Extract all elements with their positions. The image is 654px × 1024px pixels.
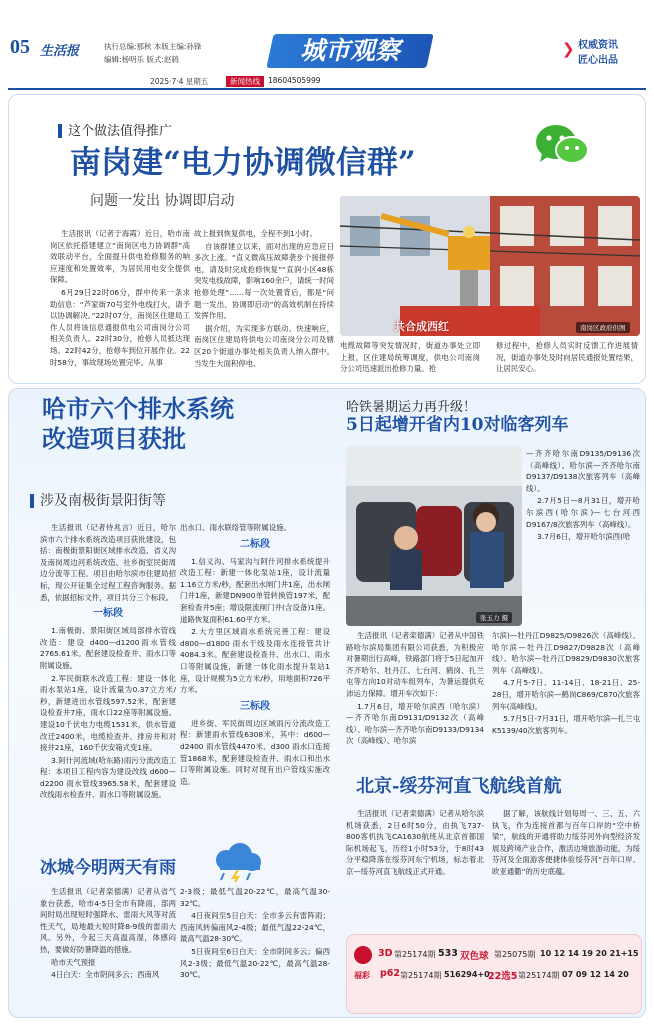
article2-title-line-1: 哈市六个排水系统 xyxy=(42,394,234,423)
article1-column-2 xyxy=(194,228,334,378)
article4-column-2 xyxy=(492,808,640,926)
x22-numbers: 07 09 12 14 20 xyxy=(562,970,629,979)
paragraph: 生活报讯（记者栾德满）记者从省气象台获悉，哈市4-5日全市有降雨，部两间时局出现短时强降水、雷雨大风等对流性天气，局地最大短时降8-9级的雷雨大风。另外，今起三天高温高湿，体感闷热，要做好防暑降温的措施。 xyxy=(40,887,176,954)
kicker-bar xyxy=(58,124,62,138)
article2-title-line-2: 改造项目获批 xyxy=(42,424,186,453)
credits-line-1: 执行总编:那秋 本版主编:孙锋 xyxy=(104,42,202,51)
fc3d-numbers: 533 xyxy=(438,948,458,959)
paragraph: 2-3级；最低气温20-22℃，最高气温30-32℃。 xyxy=(180,887,330,908)
article3-column-right-bottom xyxy=(492,630,640,766)
paragraph: 出水口、雨水联络管等附属设施。 xyxy=(180,523,291,532)
paragraph: 1.信义沟、马家沟与阿什河排水系统提升改造工程：新建一体化泵站1座，设计流量1.16立方米/秒，配套出水闸门井1座，出水闸门井1座，新建DN900单管转换管197米，配套检查井5座；增设限流闸门井(含设备)1座。道路恢复面积61.60平方米。 xyxy=(180,556,330,624)
article1-photo-caption: 南岗区政府供图 xyxy=(576,322,630,333)
paragraph: 5日夜间至6日白天：全市阴间多云；偏西风2-3级；最低气温20-22℃，最高气温28-30℃。 xyxy=(180,946,330,980)
p62-numbers: 516294+0 xyxy=(444,970,490,979)
p62-issue: 第25174期 xyxy=(400,971,442,980)
lot1-title: 一标段 xyxy=(93,608,123,620)
article2-subtitle: 涉及南极街景阳街等 xyxy=(40,493,166,509)
x22-label: 22选5 xyxy=(488,971,518,982)
fc3d-issue: 第25174期 xyxy=(394,950,436,959)
rain-cloud-icon xyxy=(206,842,268,882)
fc3d-label: 3D xyxy=(378,948,393,959)
lottery-logo-icon xyxy=(354,946,372,964)
article1-photo xyxy=(340,196,640,336)
lot2-title: 二标段 xyxy=(240,538,270,550)
x22-issue: 第25174期 xyxy=(518,971,560,980)
paragraph: 1.7月6日，增开哈尔滨西（哈尔滨）—齐齐哈尔南D9131/D9132次（高峰线）、哈尔滨—齐齐哈尔南D9133/D9134次（高峰线）、哈尔滨 xyxy=(346,701,484,746)
paper-name: 生活报 xyxy=(40,44,80,59)
paragraph: —齐齐哈尔南D9135/D9136次（高峰线）、哈尔滨—齐齐哈尔南D9137/D9138次旅客列车（高峰线）。 xyxy=(526,449,640,493)
slogan-line-2: 匠心出品 xyxy=(578,55,618,66)
paragraph: 故上报到恢复供电，全程不到1小时。 xyxy=(194,229,317,238)
article4-title: 北京-绥芬河直飞航线首航 xyxy=(356,776,562,797)
slogan-line-1: 权威资讯 xyxy=(578,40,618,51)
article3-photo-caption: 张玉力 摄 xyxy=(476,612,512,623)
paragraph: 哈市天气预报 xyxy=(51,957,96,967)
paragraph: 生活报讯（记者栾德满）记者从中国铁路哈尔滨局集团有限公司获悉，为积极应对暑期出行高峰，铁路部门将于5日起加开齐齐哈尔、牡丹江、七台河、鹤岗、扎兰屯等方向10对动车组列车，为暑运提供充沛运力保障。增开车次如下： xyxy=(346,631,484,698)
header-rule xyxy=(8,88,646,90)
paragraph: 电缆故障等突发情况时，街道办事处立即上报，区住建局统筹调度，供电公司南岗分公司迅速派出抢修力量。抢 xyxy=(340,341,480,374)
hotline-label: 新闻热线 xyxy=(226,76,264,87)
paragraph: 据了解，该航线计划每周一、三、五、六执飞，作为连接首都与百年口岸的“空中桥梁”，航线的开通将助力绥芬河外向型经济发展及跨境产业合作，激活边境旅游动能，为绥芬河及全面游客便捷体验绥芬河“百年口岸、欧亚通衢”的历史底蕴。 xyxy=(492,809,640,876)
article1-column-4 xyxy=(496,340,638,380)
ssq-label: 双色球 xyxy=(460,951,489,962)
article1-title: 南岗建“电力协调微信群” xyxy=(70,145,416,181)
paragraph: 1.南极街、景阳街区域局部排水管线改造：建设 d400—d1200雨水管线2765.61米。配套建设检查井、雨水口等附属设施。 xyxy=(40,626,176,670)
page-number: 05 xyxy=(10,36,30,58)
slogan xyxy=(578,38,618,68)
paragraph: 3.阿什河流域(哈东路)雨污分流改造工程：本项目工程内容为建设改线 d600—d2200 雨水管线3965.58米，配套建设改线雨水检查井、雨水口等附属设施。 xyxy=(40,755,176,800)
article5-column-1 xyxy=(40,886,176,1010)
paragraph: 2.7月5日—8月31日，增开哈尔滨西(哈尔滨)—七台河西D9167/8次旅客列车（高峰线）。 xyxy=(526,496,640,529)
lot3-title: 三标段 xyxy=(240,700,270,712)
paragraph: 生活报讯（记者栾德满）记者从哈尔滨机场获悉，2日6时50分，由执飞737-800客机执飞CA1630航班从北京首都国际机场起飞，历经1小时53分，于8时43分平稳降落在绥芬河东宁机场，标志着北京—绥芬河直飞航线正式开通。 xyxy=(346,809,484,876)
paragraph: 3.7月6日，增开哈尔滨西(哈 xyxy=(537,532,631,542)
article1-column-1 xyxy=(50,228,190,378)
paragraph: 4日夜间至5日白天：全市多云有雷阵雨；西南风转偏南风2-4级；最低气温22-24℃，最高气温28-30℃。 xyxy=(180,911,330,944)
article3-column-right-top xyxy=(526,448,640,626)
ssq-numbers: 10 12 14 19 20 21+15 xyxy=(540,949,639,958)
paragraph: 6月29日22时06分，群中传来一条求助信息：“芦家街70号室外电线打火，请予以协调解决。”22时07分，南岗区住建局工作人员将该信息通报供电公司南岗分公司相关负责人。22时30分，抢修人员抵达现场。22时42分，抢修车到位开展作业。22时58分，事故现场处置完毕。从事 xyxy=(50,287,190,367)
article1-column-3 xyxy=(340,340,480,380)
article5-column-2 xyxy=(180,886,330,1010)
paragraph: 2.大方里区域雨水系统完善工程：建设 d800—d1800 雨水干线及雨水连接管共计4084.3米。配套建设检查井、出水口、雨水口等附属设施，新建一体化雨水提升泵站1座，设计规模为5立方米/秒，用地面积726平方米。 xyxy=(180,627,330,695)
section-title-text: 城市观察 xyxy=(299,36,400,65)
paragraph: 4日白天：全市阴间多云；西南风 xyxy=(51,970,160,980)
wechat-icon xyxy=(532,120,594,170)
paragraph: 生活报讯（记者侍兆言）近日，哈尔滨市六个排水系统改造项目获批建设，包括：南极街景阳街区域排水改造、省义沟及南岗周边河系统改造、社乡街室民街周边分流等工程。项目由哈尔滨市住建局招标，现公开征集全过程工程咨询服务。据悉，依据招标文件，项目共分三个标段。 xyxy=(40,523,176,602)
paragraph: 自该群建立以来，面对出现的应急应日多次上涨。“直义微高压故障袭步个接报停电，请及时完成抢修恢复”“直润小区48栋突发电线故障，影响160余户，请统一时间抢修处理”……每一次处置背后，都是“问题一发出、协调即启动”的高效机制在持续发挥作用。 xyxy=(194,241,334,321)
subtitle-bar xyxy=(30,494,34,508)
chevron-right-icon: ❯ xyxy=(562,40,575,58)
p62-label: p62 xyxy=(380,968,401,979)
article1-photo-sign: 共合成西红 xyxy=(394,320,449,333)
issue-date: 2025·7·4 星期五 xyxy=(150,77,209,86)
paragraph: 生活报讯（记者于海霞）近日，哈市南岗区依托搭建建立“南岗区电力协调群”高效联动平台，全面提升供电抢修服务的响应速度和处置效率，为居民用电安全提供保障。 xyxy=(50,229,190,285)
article3-kicker: 哈铁暑期运力再升级！ xyxy=(346,400,477,415)
paragraph: 5.7月5日-7月31日，增开哈尔滨—扎兰屯K5139/40次旅客列车。 xyxy=(492,714,640,735)
header-credits xyxy=(104,40,201,66)
article5-title: 冰城今明两天有雨 xyxy=(40,858,176,878)
article3-title: 5日起增开省内10对临客列车 xyxy=(346,415,569,435)
ssq-issue: 第25075期 xyxy=(494,950,536,959)
article1-subtitle: 问题一发出 协调即启动 xyxy=(90,193,235,209)
hotline-number: 18604505999 xyxy=(268,76,321,85)
paragraph: 修过程中，抢修人员实时反馈工作进展情况，街道办事处及时向居民通报处置结果，让居民安心。 xyxy=(496,341,638,374)
article2-column-1 xyxy=(40,522,176,906)
paragraph: 尔滨)—牡丹江D9825/D9826次（高峰线）、哈尔滨—牡丹江D9827/D9828次（高峰线）、哈尔滨—牡丹江D9829/D9830次旅客列车（高峰线）。 xyxy=(492,631,640,675)
article1-kicker: 这个做法值得推广 xyxy=(68,124,173,139)
article4-column-1 xyxy=(346,808,484,926)
lottery-brand: 福彩 xyxy=(354,971,370,980)
paragraph: 4.7月5-7日、11-14日、18-21日、25-28日，增开哈尔滨—鹤岗C869/C870次旅客列车(高峰线)。 xyxy=(492,678,640,711)
paragraph: 据介绍，为实现多方联动、快速响应，南岗区住建局将供电公司南岗分公司及辖区20个街道办事处相关负责人纳入群中。当发生大面积停电、 xyxy=(194,323,334,368)
paragraph: 2.军民街联水改造工程：建设一体化雨水泵站1座，设计流量为0.37立方米/秒，新建进出水管线597.52米，配套建设检查井7座，雨水口22座等附属设施。建设10千伏电力电缆1531米，供水管道改迁2400米，电缆检查井、排房井和对接井21座，160千伏安箱式变1座。 xyxy=(40,673,176,753)
paragraph: 进乡街、军民街周边区域雨污分流改造工程：新建雨水管线6308米，其中：d600—d2400 雨水管线4470米、d300 雨水口连接管1868米，配套建设检查井、雨水口和出水口等附属设施。同时对现有出户管线实施改造。 xyxy=(180,718,330,786)
section-title xyxy=(266,34,433,68)
article3-photo xyxy=(346,446,522,626)
article3-column-left xyxy=(346,630,484,766)
credits-line-2: 编辑:杨明乐 版式:赵鸫 xyxy=(104,55,179,64)
